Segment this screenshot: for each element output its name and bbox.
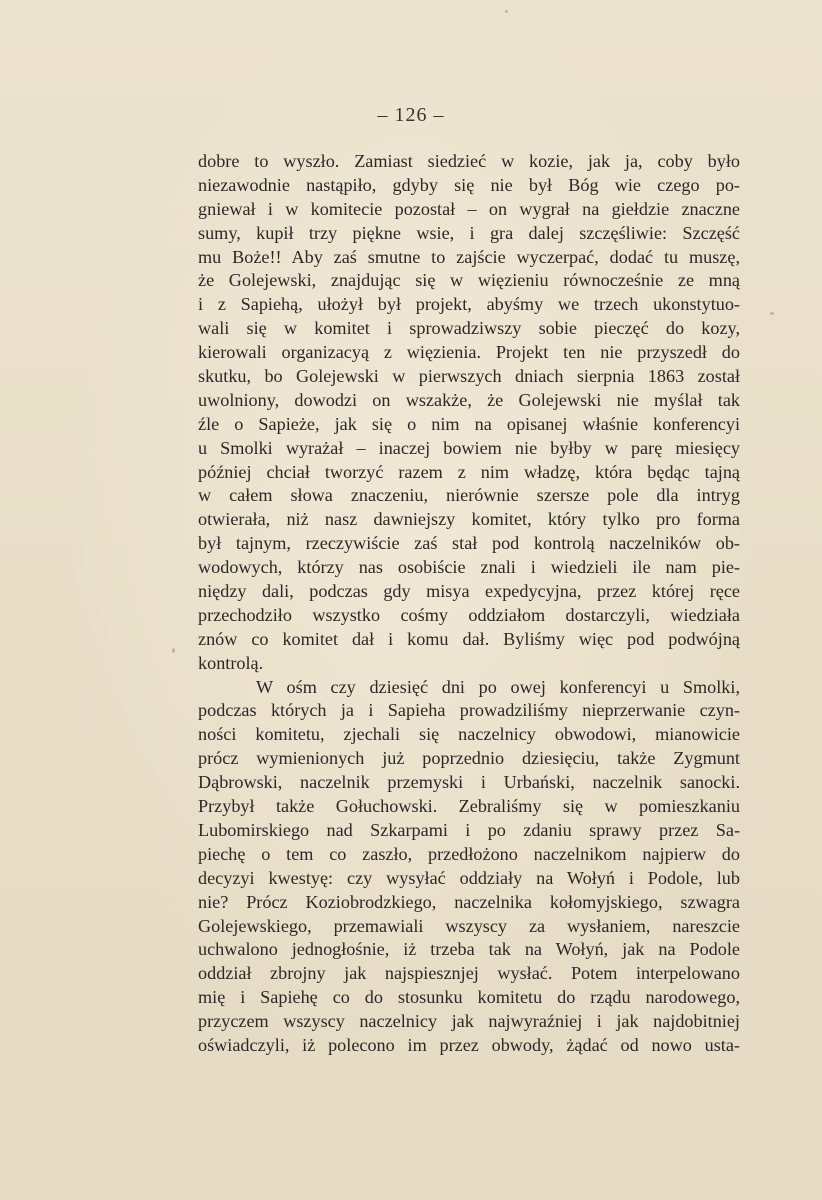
text-line: wodowych, którzy nas osobiście znali i wiedzieli ile nam pie-	[198, 557, 740, 578]
text-line: Golejewskiego, przemawiali wszyscy za wysłaniem, nareszcie	[198, 915, 740, 936]
text-line: podczas których ja i Sapieha prowadziliśmy nieprzerwanie czyn-	[198, 700, 740, 721]
paragraph-start-line: W ośm czy dziesięć dni po owej konferencyi u Smolki,	[256, 676, 740, 697]
body-text	[198, 150, 740, 1058]
paper-speck	[172, 648, 175, 653]
text-line: mię i Sapiehę co do stosunku komitetu do rządu narodowego,	[198, 987, 740, 1008]
text-line: uchwalono jednogłośnie, iż trzeba tak na Wołyń, jak na Podole	[198, 939, 740, 960]
text-line: ności komitetu, zjechali się naczelnicy obwodowi, mianowicie	[198, 724, 740, 745]
text-line: Dąbrowski, naczelnik przemyski i Urbański, naczelnik sanocki.	[198, 772, 740, 793]
text-line: uwolniony, dowodzi on wszakże, że Golejewski nie myślał tak	[198, 389, 740, 410]
text-line: źle o Sapieże, jak się o nim na opisanej właśnie konferencyi	[198, 413, 740, 434]
text-line: i z Sapiehą, ułożył był projekt, abyśmy we trzech ukonstytuo-	[198, 294, 740, 315]
text-line: decyzyi kwestyę: czy wysyłać oddziały na Wołyń i Podole, lub	[198, 867, 740, 888]
paper-speck	[505, 10, 508, 13]
text-line: niezawodnie nastąpiło, gdyby się nie był Bóg wie czego po-	[198, 174, 740, 195]
text-line: przyczem wszyscy naczelnicy jak najwyraźniej i jak najdobitniej	[198, 1011, 740, 1032]
text-line: dobre to wyszło. Zamiast siedzieć w kozie, jak ja, coby było	[198, 151, 740, 171]
text-line: w całem słowa znaczeniu, nierównie szersze pole dla intryg	[198, 485, 740, 506]
text-line: otwierała, niż nasz dawniejszy komitet, który tylko pro forma	[198, 509, 740, 530]
text-line: Przybył także Gołuchowski. Zebraliśmy się w pomieszkaniu	[198, 796, 740, 817]
text-line: wali się w komitet i sprowadziwszy sobie pieczęć do kozy,	[198, 318, 740, 339]
text-line: mu Boże!! Aby zaś smutne to zajście wyczerpać, dodać tu muszę,	[198, 246, 740, 267]
text-line: gniewał i w komitecie pozostał – on wygrał na giełdzie znaczne	[198, 198, 740, 219]
text-line: że Golejewski, znajdując się w więzieniu równocześnie ze mną	[198, 270, 740, 291]
paragraph-end-line: kontrolą.	[198, 652, 264, 673]
text-line: Lubomirskiego nad Szkarpami i po zdaniu sprawy przez Sa-	[198, 819, 740, 840]
text-line: nie? Prócz Koziobrodzkiego, naczelnika kołomyjskiego, szwagra	[198, 891, 740, 912]
page-number: – 126 –	[377, 104, 445, 126]
text-line: kierowali organizacyą z więzienia. Projekt ten nie przyszedł do	[198, 342, 740, 363]
text-line: później chciał tworzyć razem z nim władzę, która będąc tajną	[198, 461, 740, 482]
text-line: oddział zbrojny jak najspiesznjej wysłać. Potem interpelowano	[198, 963, 740, 984]
text-line: prócz wymienionych już poprzednio dziesięciu, także Zygmunt	[198, 748, 740, 769]
text-line: oświadczyli, iż polecono im przez obwody, żądać od nowo usta-	[198, 1034, 740, 1055]
text-line: był tajnym, rzeczywiście zaś stał pod kontrolą naczelników ob-	[198, 533, 740, 554]
text-line: sumy, kupił trzy piękne wsie, i gra dalej szczęśliwie: Szczęść	[198, 222, 740, 243]
text-line: u Smolki wyrażał – inaczej bowiem nie byłby w parę miesięcy	[198, 437, 740, 458]
text-line: przechodziło wszystko cośmy oddziałom dostarczyli, wiedziała	[198, 604, 740, 625]
text-line: niędzy dali, podczas gdy misya expedycyjna, przez której ręce	[198, 581, 740, 602]
paper-speck	[770, 312, 774, 315]
text-line: znów co komitet dał i komu dał. Byliśmy więc pod podwójną	[198, 628, 740, 649]
text-line: skutku, bo Golejewski w pierwszych dniach sierpnia 1863 został	[198, 366, 740, 387]
text-line: piechę o tem co zaszło, przedłożono naczelnikom najpierw do	[198, 843, 740, 864]
